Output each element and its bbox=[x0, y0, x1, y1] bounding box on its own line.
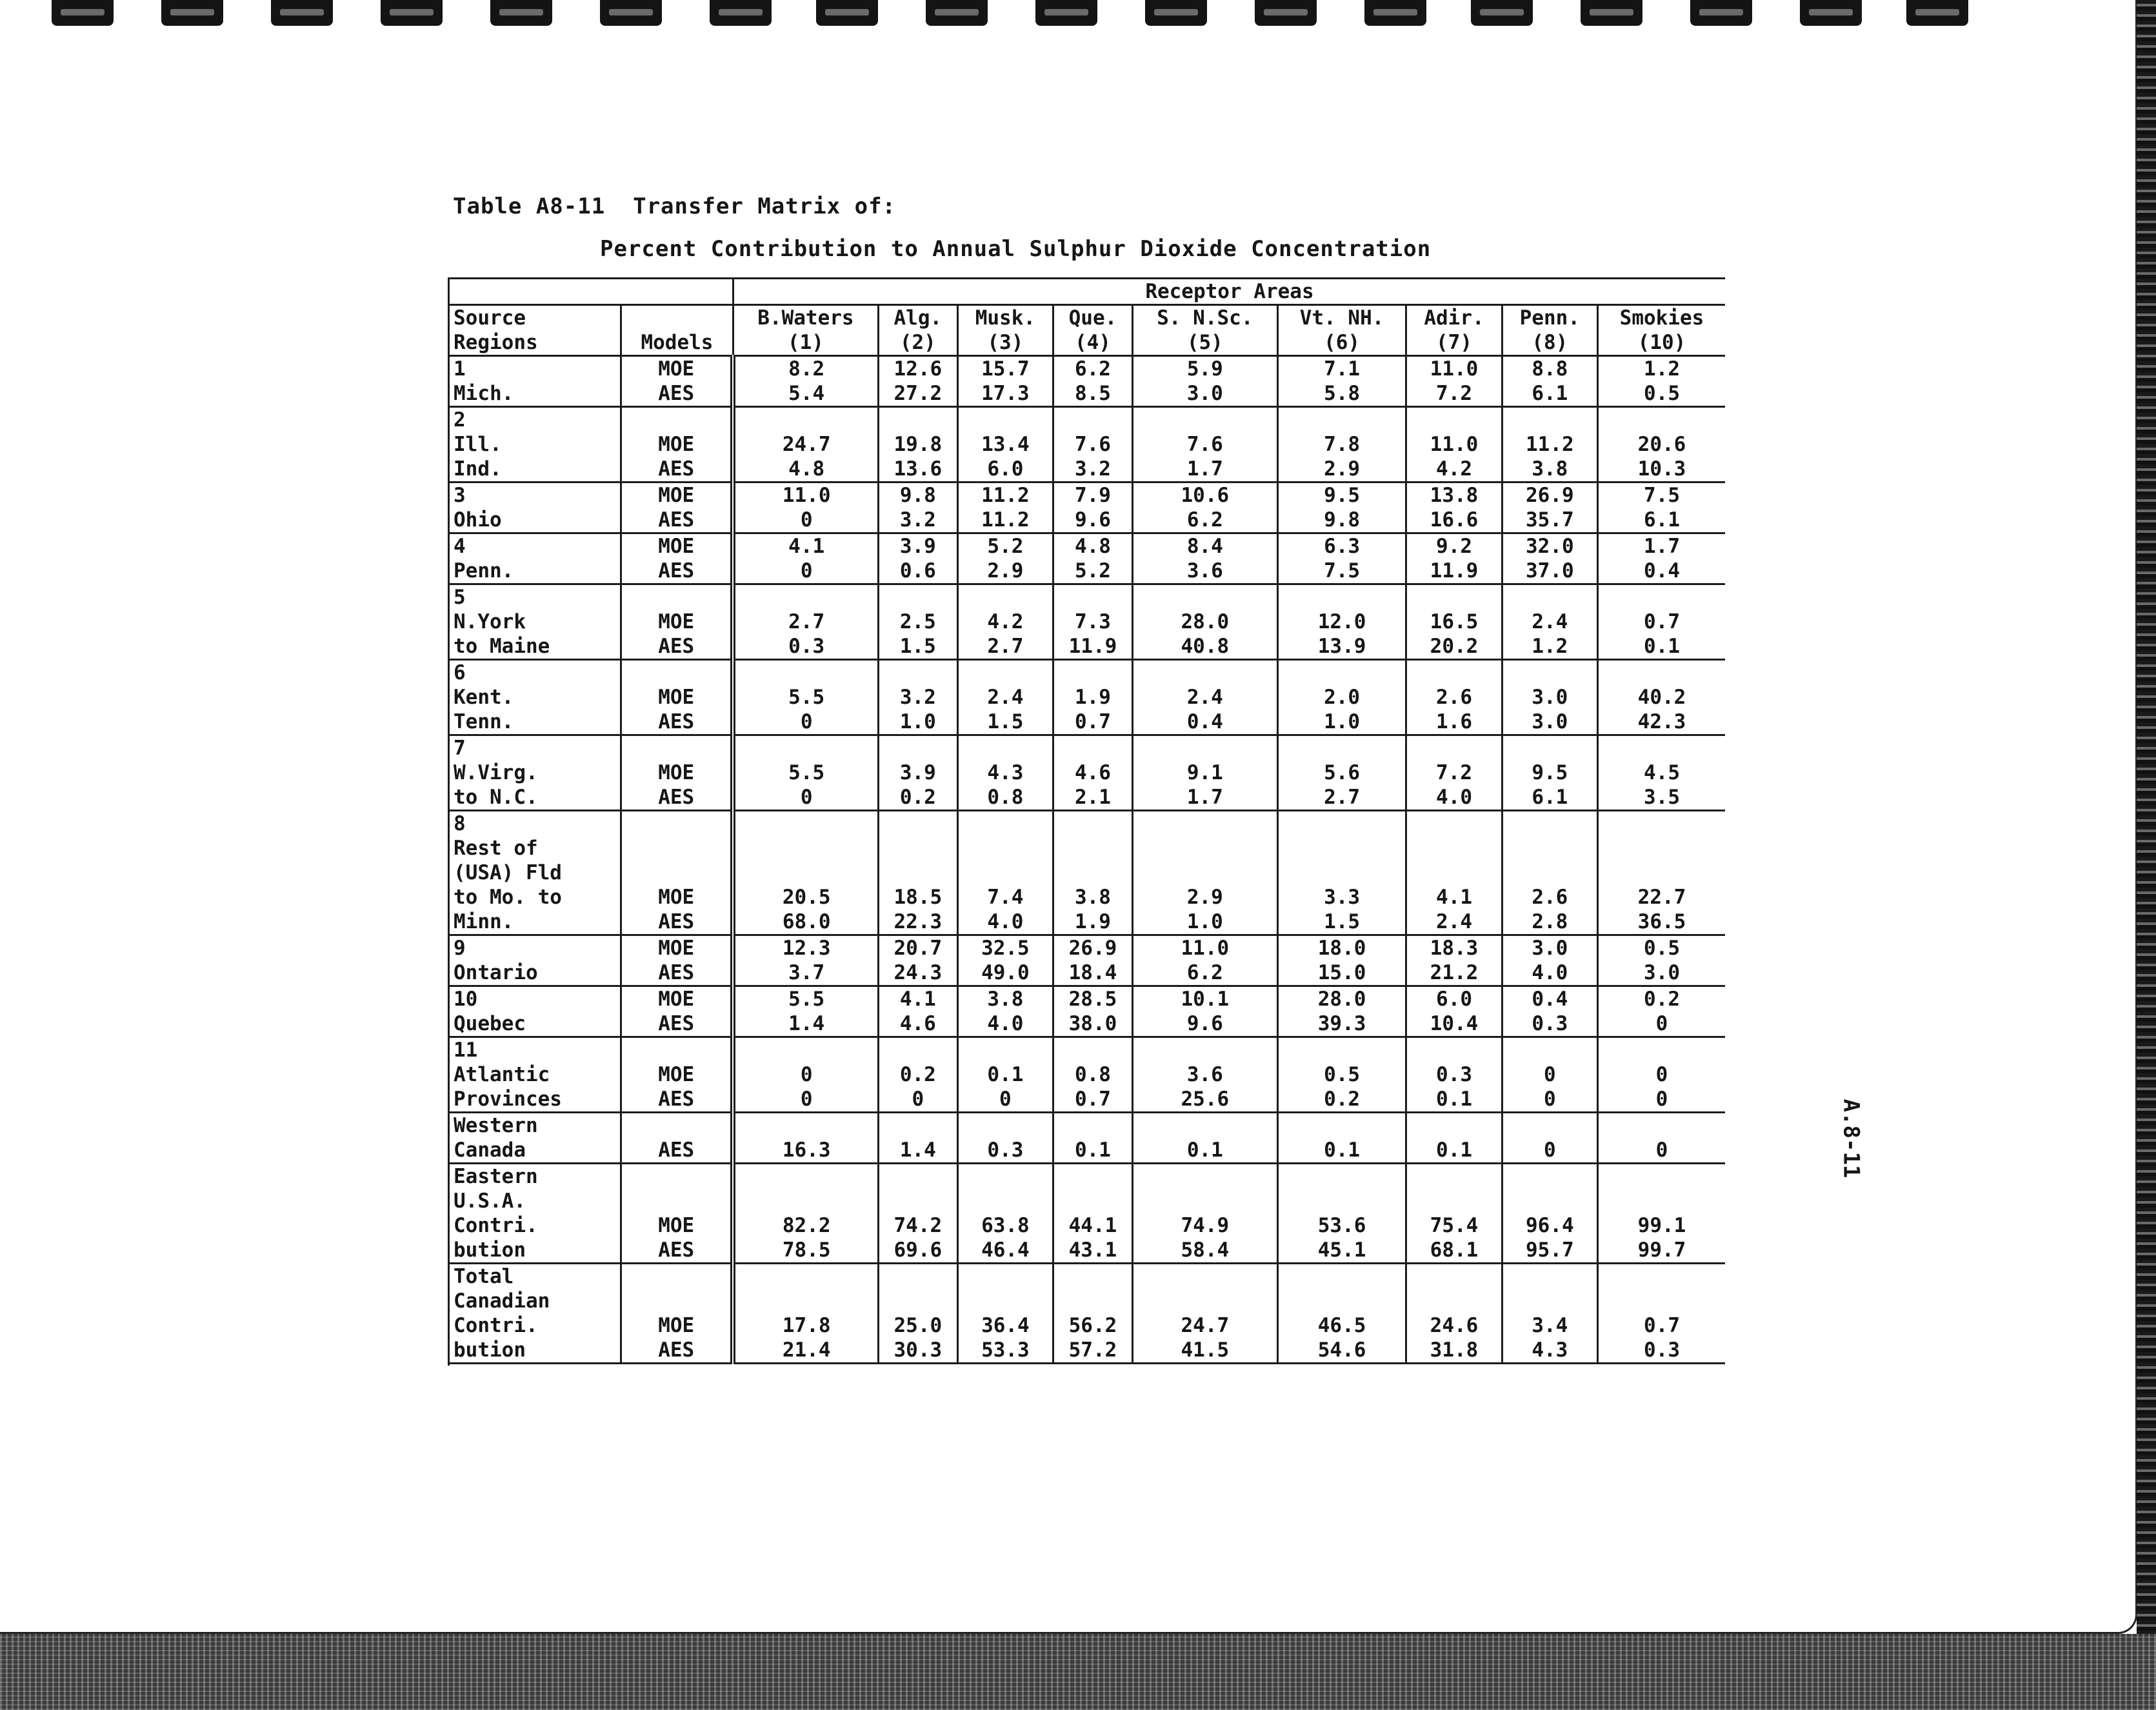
value-cell: 82.2 78.5 bbox=[733, 1164, 878, 1264]
source-region-cell: Total Canadian Contri. bution bbox=[449, 1264, 621, 1364]
value-cell: 40.2 42.3 bbox=[1598, 660, 1725, 735]
model-cell: MOE AES bbox=[621, 1264, 734, 1364]
value-cell: 10.1 9.6 bbox=[1132, 986, 1277, 1037]
model-cell: AES bbox=[621, 1113, 734, 1164]
value-cell: 7.9 9.6 bbox=[1053, 482, 1133, 533]
value-cell: 5.5 1.4 bbox=[733, 986, 878, 1037]
value-cell: 12.3 3.7 bbox=[733, 935, 878, 986]
value-cell: 9.8 3.2 bbox=[878, 482, 957, 533]
models-header: Models bbox=[621, 305, 734, 356]
column-number: (3) bbox=[957, 330, 1053, 356]
value-cell: 3.8 4.0 bbox=[957, 986, 1053, 1037]
value-cell: 20.7 24.3 bbox=[878, 935, 957, 986]
value-cell: 2.4 0.4 bbox=[1132, 660, 1277, 735]
value-cell: 6.2 8.5 bbox=[1053, 356, 1133, 407]
value-cell: 13.8 16.6 bbox=[1406, 482, 1502, 533]
value-cell: 6.3 7.5 bbox=[1277, 533, 1406, 584]
table-subtitle: Percent Contribution to Annual Sulphur Dioxide Concentration bbox=[600, 236, 1432, 262]
value-cell: 2.7 0.3 bbox=[733, 584, 878, 660]
table-row bbox=[449, 533, 1726, 584]
value-cell: 26.9 18.4 bbox=[1053, 935, 1133, 986]
column-header: Musk. bbox=[957, 305, 1053, 331]
value-cell: 2.4 1.2 bbox=[1502, 584, 1597, 660]
value-cell: 53.6 45.1 bbox=[1277, 1164, 1406, 1264]
value-cell: 4.3 0.8 bbox=[957, 735, 1053, 811]
column-header: Alg. bbox=[878, 305, 957, 331]
value-cell: 12.6 27.2 bbox=[878, 356, 957, 407]
table-row bbox=[449, 986, 1726, 1037]
value-cell: 11.0 6.2 bbox=[1132, 935, 1277, 986]
value-cell: 4.8 5.2 bbox=[1053, 533, 1133, 584]
column-number: (4) bbox=[1053, 330, 1133, 356]
value-cell: 0 0 bbox=[1502, 1037, 1597, 1113]
value-cell: 16.5 20.2 bbox=[1406, 584, 1502, 660]
value-cell: 0.2 0 bbox=[878, 1037, 957, 1113]
value-cell: 4.1 2.4 bbox=[1406, 811, 1502, 935]
value-cell: 75.4 68.1 bbox=[1406, 1164, 1502, 1264]
value-cell: 7.3 11.9 bbox=[1053, 584, 1133, 660]
value-cell: 3.0 3.0 bbox=[1502, 660, 1597, 735]
source-region-cell: 1 Mich. bbox=[449, 356, 621, 407]
value-cell: 18.0 15.0 bbox=[1277, 935, 1406, 986]
source-region-cell: 10 Quebec bbox=[449, 986, 621, 1037]
value-cell: 11.2 11.2 bbox=[957, 482, 1053, 533]
model-cell: MOE AES bbox=[621, 533, 734, 584]
value-cell: 7.2 4.0 bbox=[1406, 735, 1502, 811]
value-cell: 2.9 1.0 bbox=[1132, 811, 1277, 935]
value-cell: 0.4 0.3 bbox=[1502, 986, 1597, 1037]
value-cell: 6.0 10.4 bbox=[1406, 986, 1502, 1037]
source-region-cell: 9 Ontario bbox=[449, 935, 621, 986]
value-cell: 9.5 9.8 bbox=[1277, 482, 1406, 533]
value-cell: 0.2 0 bbox=[1598, 986, 1725, 1037]
value-cell: 9.5 6.1 bbox=[1502, 735, 1597, 811]
value-cell: 26.9 35.7 bbox=[1502, 482, 1597, 533]
value-cell: 28.0 39.3 bbox=[1277, 986, 1406, 1037]
table-row bbox=[449, 584, 1726, 660]
table-row bbox=[449, 356, 1726, 407]
value-cell: 2.5 1.5 bbox=[878, 584, 957, 660]
value-cell: 0 0 bbox=[1598, 1037, 1725, 1113]
column-header: Adir. bbox=[1406, 305, 1502, 331]
value-cell: 18.5 22.3 bbox=[878, 811, 957, 935]
value-cell: 11.0 0 bbox=[733, 482, 878, 533]
table-bottom-rule bbox=[449, 1364, 1726, 1366]
value-cell: 32.0 37.0 bbox=[1502, 533, 1597, 584]
column-number: (10) bbox=[1598, 330, 1725, 356]
column-header: B.Waters bbox=[733, 305, 878, 331]
value-cell: 8.4 3.6 bbox=[1132, 533, 1277, 584]
value-cell: 11.2 3.8 bbox=[1502, 407, 1597, 482]
column-number: (6) bbox=[1277, 330, 1406, 356]
value-cell: 0.7 0.3 bbox=[1598, 1264, 1725, 1364]
value-cell: 3.3 1.5 bbox=[1277, 811, 1406, 935]
value-cell: 7.8 2.9 bbox=[1277, 407, 1406, 482]
scan-background-right bbox=[2137, 0, 2156, 1710]
column-number: (8) bbox=[1502, 330, 1597, 356]
value-cell: 7.5 6.1 bbox=[1598, 482, 1725, 533]
value-cell: 3.9 0.2 bbox=[878, 735, 957, 811]
value-cell: 5.9 3.0 bbox=[1132, 356, 1277, 407]
value-cell: 24.7 4.8 bbox=[733, 407, 878, 482]
column-header: Smokies bbox=[1598, 305, 1725, 331]
table-row bbox=[449, 811, 1726, 935]
model-cell: MOE AES bbox=[621, 986, 734, 1037]
value-cell: 0 0 bbox=[733, 1037, 878, 1113]
model-cell: MOE AES bbox=[621, 935, 734, 986]
value-cell: 7.6 1.7 bbox=[1132, 407, 1277, 482]
value-cell: 2.4 1.5 bbox=[957, 660, 1053, 735]
model-cell: MOE AES bbox=[621, 735, 734, 811]
value-cell: 8.2 5.4 bbox=[733, 356, 878, 407]
value-cell: 3.9 0.6 bbox=[878, 533, 957, 584]
value-cell: 5.2 2.9 bbox=[957, 533, 1053, 584]
model-cell: MOE AES bbox=[621, 584, 734, 660]
column-number: (7) bbox=[1406, 330, 1502, 356]
model-cell: MOE AES bbox=[621, 356, 734, 407]
value-cell: 20.5 68.0 bbox=[733, 811, 878, 935]
receptor-areas-header: Receptor Areas bbox=[733, 279, 1725, 305]
value-cell: 18.3 21.2 bbox=[1406, 935, 1502, 986]
value-cell: 0.3 0.1 bbox=[1406, 1037, 1502, 1113]
value-cell: 99.1 99.7 bbox=[1598, 1164, 1725, 1264]
value-cell: 13.4 6.0 bbox=[957, 407, 1053, 482]
source-region-cell: 2 Ill. Ind. bbox=[449, 407, 621, 482]
value-cell: 24.6 31.8 bbox=[1406, 1264, 1502, 1364]
value-cell: 10.6 6.2 bbox=[1132, 482, 1277, 533]
value-cell: 5.6 2.7 bbox=[1277, 735, 1406, 811]
value-cell: 1.7 0.4 bbox=[1598, 533, 1725, 584]
value-cell: 0.1 bbox=[1277, 1113, 1406, 1164]
value-cell: 19.8 13.6 bbox=[878, 407, 957, 482]
source-region-cell: Eastern U.S.A. Contri. bution bbox=[449, 1164, 621, 1264]
source-region-cell: Western Canada bbox=[449, 1113, 621, 1164]
value-cell: 9.1 1.7 bbox=[1132, 735, 1277, 811]
value-cell: 0.1 bbox=[1406, 1113, 1502, 1164]
value-cell: 3.4 4.3 bbox=[1502, 1264, 1597, 1364]
table-title: Table A8-11 Transfer Matrix of: bbox=[453, 194, 897, 219]
source-regions-header: Source Regions bbox=[449, 305, 621, 356]
value-cell: 11.0 4.2 bbox=[1406, 407, 1502, 482]
source-header-blank bbox=[449, 279, 734, 305]
value-cell: 24.7 41.5 bbox=[1132, 1264, 1277, 1364]
value-cell: 11.0 7.2 bbox=[1406, 356, 1502, 407]
source-region-cell: 3 Ohio bbox=[449, 482, 621, 533]
value-cell: 0.1 bbox=[1132, 1113, 1277, 1164]
model-cell: MOE AES bbox=[621, 660, 734, 735]
value-cell: 5.5 0 bbox=[733, 735, 878, 811]
transfer-matrix-table bbox=[448, 277, 1725, 1366]
value-cell: 0.7 0.1 bbox=[1598, 584, 1725, 660]
value-cell: 74.2 69.6 bbox=[878, 1164, 957, 1264]
value-cell: 2.0 1.0 bbox=[1277, 660, 1406, 735]
value-cell: 63.8 46.4 bbox=[957, 1164, 1053, 1264]
value-cell: 1.2 0.5 bbox=[1598, 356, 1725, 407]
value-cell: 56.2 57.2 bbox=[1053, 1264, 1133, 1364]
table-row bbox=[449, 1164, 1726, 1264]
value-cell: 7.1 5.8 bbox=[1277, 356, 1406, 407]
value-cell: 2.6 1.6 bbox=[1406, 660, 1502, 735]
value-cell: 3.8 1.9 bbox=[1053, 811, 1133, 935]
model-cell: MOE AES bbox=[621, 811, 734, 935]
value-cell: 36.4 53.3 bbox=[957, 1264, 1053, 1364]
value-cell: 4.6 2.1 bbox=[1053, 735, 1133, 811]
value-cell: 0.8 0.7 bbox=[1053, 1037, 1133, 1113]
value-cell: 0.1 bbox=[1053, 1113, 1133, 1164]
page-number: A.8-11 bbox=[1838, 1099, 1864, 1178]
value-cell: 28.5 38.0 bbox=[1053, 986, 1133, 1037]
table-row bbox=[449, 735, 1726, 811]
value-cell: 7.4 4.0 bbox=[957, 811, 1053, 935]
value-cell: 0 bbox=[1598, 1113, 1725, 1164]
value-cell: 1.4 bbox=[878, 1113, 957, 1164]
model-cell: MOE AES bbox=[621, 482, 734, 533]
value-cell: 1.9 0.7 bbox=[1053, 660, 1133, 735]
value-cell: 5.5 0 bbox=[733, 660, 878, 735]
source-region-cell: 11 Atlantic Provinces bbox=[449, 1037, 621, 1113]
value-cell: 96.4 95.7 bbox=[1502, 1164, 1597, 1264]
table-row bbox=[449, 1113, 1726, 1164]
value-cell: 0.5 0.2 bbox=[1277, 1037, 1406, 1113]
value-cell: 2.6 2.8 bbox=[1502, 811, 1597, 935]
value-cell: 0.3 bbox=[957, 1113, 1053, 1164]
column-header: Que. bbox=[1053, 305, 1133, 331]
table-row bbox=[449, 407, 1726, 482]
column-number: (2) bbox=[878, 330, 957, 356]
column-header: Penn. bbox=[1502, 305, 1597, 331]
table-row bbox=[449, 935, 1726, 986]
value-cell: 4.1 0 bbox=[733, 533, 878, 584]
value-cell: 3.6 25.6 bbox=[1132, 1037, 1277, 1113]
column-number: (1) bbox=[733, 330, 878, 356]
bottom-rule-cell bbox=[449, 1364, 1726, 1366]
value-cell: 74.9 58.4 bbox=[1132, 1164, 1277, 1264]
value-cell: 32.5 49.0 bbox=[957, 935, 1053, 986]
table-row bbox=[449, 1264, 1726, 1364]
value-cell: 9.2 11.9 bbox=[1406, 533, 1502, 584]
model-cell: MOE AES bbox=[621, 1164, 734, 1264]
value-cell: 3.2 1.0 bbox=[878, 660, 957, 735]
value-cell: 17.8 21.4 bbox=[733, 1264, 878, 1364]
value-cell: 4.5 3.5 bbox=[1598, 735, 1725, 811]
value-cell: 16.3 bbox=[733, 1113, 878, 1164]
value-cell: 0.1 0 bbox=[957, 1037, 1053, 1113]
model-cell: MOE AES bbox=[621, 407, 734, 482]
column-header: S. N.Sc. bbox=[1132, 305, 1277, 331]
column-number: (5) bbox=[1132, 330, 1277, 356]
value-cell: 44.1 43.1 bbox=[1053, 1164, 1133, 1264]
source-region-cell: 5 N.York to Maine bbox=[449, 584, 621, 660]
table-row bbox=[449, 482, 1726, 533]
value-cell: 4.2 2.7 bbox=[957, 584, 1053, 660]
model-cell: MOE AES bbox=[621, 1037, 734, 1113]
source-region-cell: 8 Rest of (USA) Fld to Mo. to Minn. bbox=[449, 811, 621, 935]
value-cell: 28.0 40.8 bbox=[1132, 584, 1277, 660]
source-region-cell: 6 Kent. Tenn. bbox=[449, 660, 621, 735]
value-cell: 7.6 3.2 bbox=[1053, 407, 1133, 482]
value-cell: 0.5 3.0 bbox=[1598, 935, 1725, 986]
scan-background-bottom bbox=[0, 1634, 2156, 1710]
table-row bbox=[449, 1037, 1726, 1113]
source-region-cell: 7 W.Virg. to N.C. bbox=[449, 735, 621, 811]
value-cell: 15.7 17.3 bbox=[957, 356, 1053, 407]
value-cell: 3.0 4.0 bbox=[1502, 935, 1597, 986]
column-header: Vt. NH. bbox=[1277, 305, 1406, 331]
value-cell: 46.5 54.6 bbox=[1277, 1264, 1406, 1364]
value-cell: 20.6 10.3 bbox=[1598, 407, 1725, 482]
value-cell: 4.1 4.6 bbox=[878, 986, 957, 1037]
value-cell: 8.8 6.1 bbox=[1502, 356, 1597, 407]
source-region-cell: 4 Penn. bbox=[449, 533, 621, 584]
value-cell: 25.0 30.3 bbox=[878, 1264, 957, 1364]
table-row bbox=[449, 660, 1726, 735]
value-cell: 12.0 13.9 bbox=[1277, 584, 1406, 660]
value-cell: 22.7 36.5 bbox=[1598, 811, 1725, 935]
value-cell: 0 bbox=[1502, 1113, 1597, 1164]
